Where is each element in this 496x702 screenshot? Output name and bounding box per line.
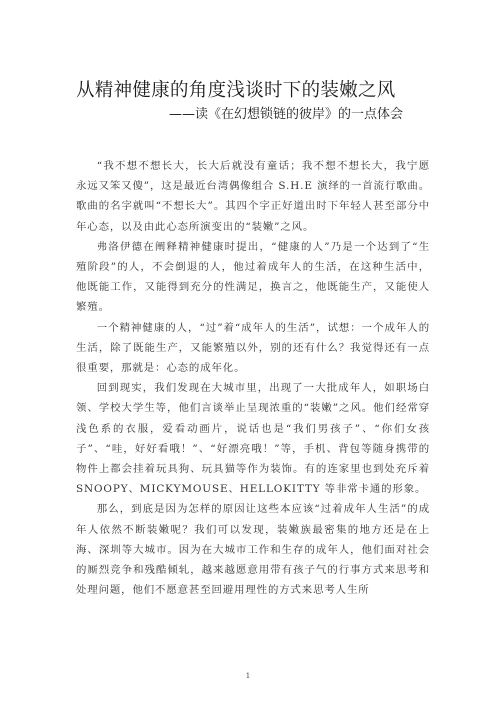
paragraph: “我不想不想长大，长大后就没有童话；我不想不想长大，我宁愿永远又笨又傻”，这是最近台湾偶像组合 S.H.E 演绎的一首流行歌曲。歌曲的名字就叫“不想长大”。其四个字正好道出时下年轻人甚至部分中年心态，以及由此心态所演变出的“装嫩”之风。 — [76, 160, 430, 233]
document-title: 从精神健康的角度浅谈时下的装嫩之风 — [76, 80, 396, 101]
paragraph: 回到现实，我们发现在大城市里，出现了一大批成年人，如职场白领、学校大学生等，他们言谈举止呈现浓重的“装嫩”之风。他们经常穿浅色系的衣服，爱看动画片，说话也是“我们男孩子”、“你们女孩子”、“哇，好好看哦！”、“好漂亮哦！”等，手机、背包等随身携带的物件上都会挂着玩具狗、玩具猫等作为装饰。有的连家里也到处充斥着 SNOOPY、MICKYMOUSE、HELLOKITTY 等非常卡通的形象。 — [76, 382, 430, 496]
paragraph: 弗洛伊德在阐释精神健康时提出，“健康的人”乃是一个达到了“生殖阶段”的人，不会倒退的人，他过着成年人的生活，在这种生活中，他既能工作，又能得到充分的性满足，换言之，他既能生产，又能使人繁殖。 — [76, 240, 430, 314]
document-subtitle: ——读《在幻想锁链的彼岸》的一点体会 — [169, 107, 404, 122]
document-body — [76, 156, 430, 600]
paragraph: 那么，到底是因为怎样的原因让这些本应该“过着成年人生活”的成年人依然不断装嫩呢？我们可以发现，装嫩族最密集的地方还是在上海、深圳等大城市。因为在大城市工作和生存的成年人，他们面对社会的厮烈竞争和残酷倾轧，越来越愿意用带有孩子气的行事方式来思考和处理问题，他们不愿意甚至回避用理性的方式来思考人生所 — [76, 503, 430, 597]
page-number: 1 — [245, 672, 251, 680]
paragraph: 一个精神健康的人，“过”着“成年人的生活”，试想：一个成年人的生活，除了既能生产，又能繁殖以外，别的还有什么？我觉得还有一点很重要，那就是：心态的成年化。 — [76, 321, 430, 375]
